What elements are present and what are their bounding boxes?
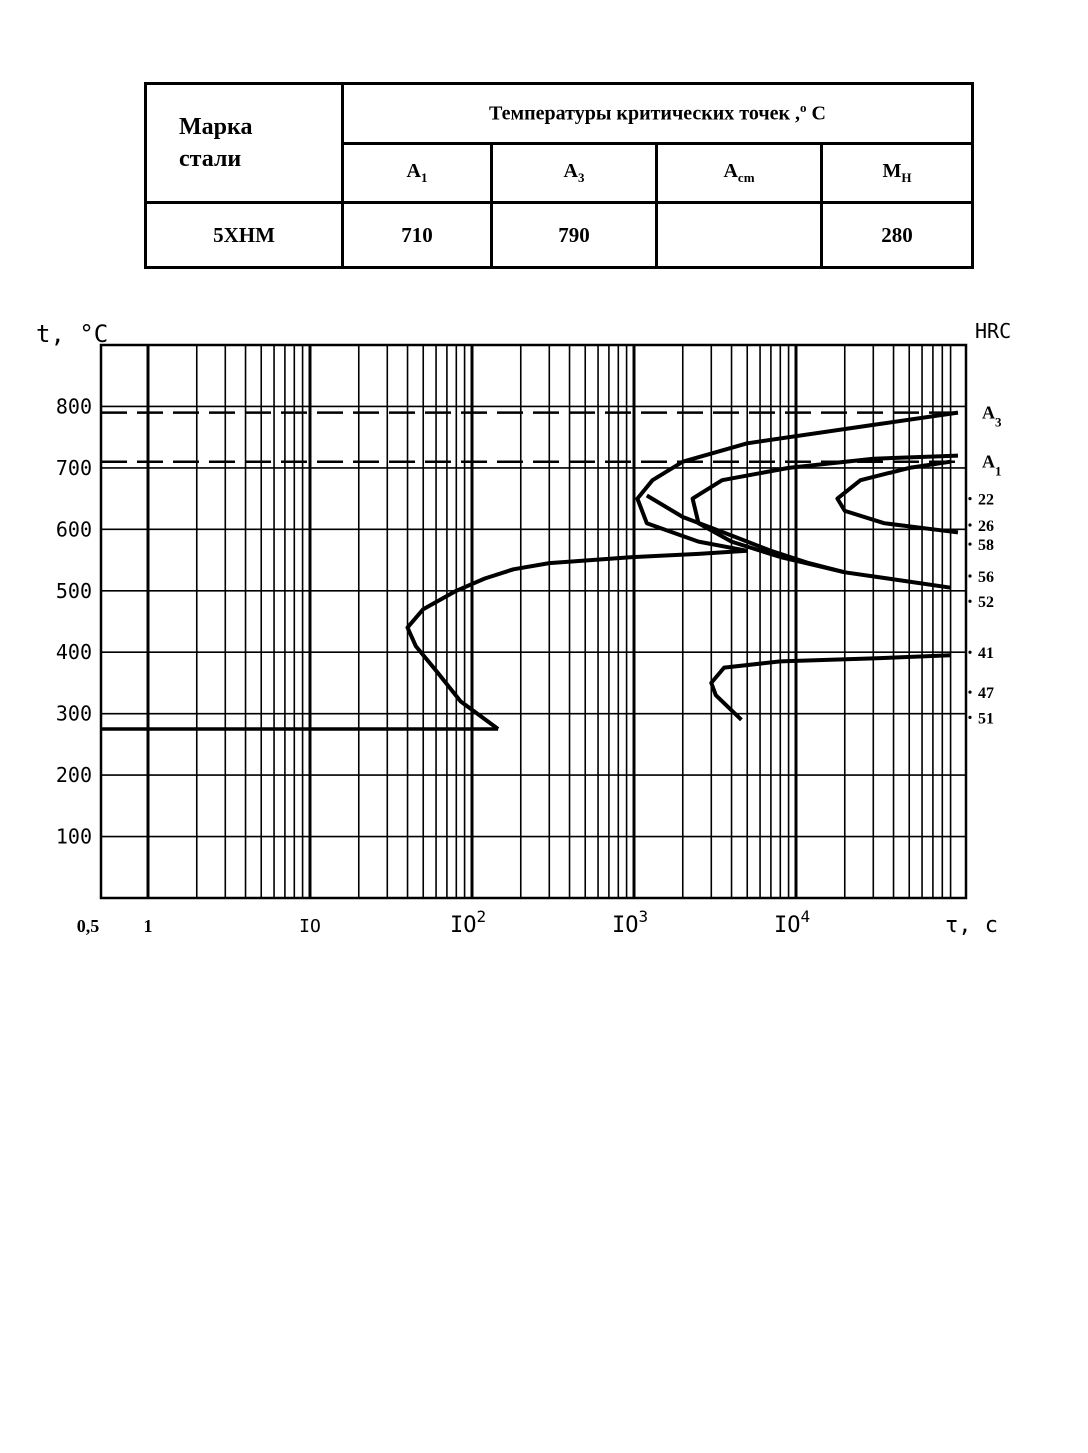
hrc-axis-label: HRC (975, 319, 1012, 343)
y-tick-label: 600 (55, 517, 92, 542)
hrc-label: 26 (978, 518, 994, 536)
hrc-label: 22 (978, 491, 994, 509)
critical-points-table (144, 82, 974, 269)
hrc-tick (968, 497, 971, 500)
y-tick-label: 100 (55, 824, 92, 849)
hrc-label: 52 (978, 594, 994, 612)
hrc-tick (968, 716, 971, 719)
hrc-tick (968, 691, 971, 694)
y-tick-label: 300 (55, 701, 92, 726)
x-axis-label: τ, с (945, 913, 998, 938)
col-a1: $A_1$ (343, 143, 492, 203)
hrc-tick (968, 523, 971, 526)
reference-label: $A_3$ (982, 402, 1002, 430)
y-tick-label: 800 (55, 394, 92, 419)
col-acm: $A_{cm}$ (657, 143, 822, 203)
hrc-tick (968, 600, 971, 603)
col-a3: $A_3$ (492, 143, 657, 203)
col-mh: $M_H$ (822, 143, 973, 203)
transformation-curve (837, 462, 958, 533)
cell-grade: 5ХНМ (146, 203, 343, 268)
hrc-label: 41 (978, 645, 994, 663)
cell-a1: 710 (343, 203, 492, 268)
hrc-tick (968, 542, 971, 545)
grade-header: Марка стали (146, 84, 343, 203)
y-tick-label: 500 (55, 578, 92, 603)
hrc-tick (968, 651, 971, 654)
hrc-label: 47 (978, 685, 994, 703)
x-tick-label: $IO^4$ (774, 907, 811, 938)
x-tick-label: IO (299, 916, 321, 937)
hrc-label: 51 (978, 710, 994, 728)
reference-label: $A_1$ (982, 451, 1002, 479)
cell-acm (657, 203, 822, 268)
plot-frame (101, 345, 966, 898)
x-tick-label: 1 (143, 916, 153, 936)
y-tick-label: 200 (55, 763, 92, 788)
hrc-tick (968, 574, 971, 577)
hrc-label: 56 (978, 569, 994, 587)
transformation-curve (408, 551, 748, 729)
ttt-chart (0, 290, 1088, 970)
x-tick-label: $IO^3$ (612, 907, 649, 938)
y-tick-label: 700 (55, 455, 92, 480)
x-tick-label: 0,5 (76, 916, 100, 936)
hrc-label: 58 (978, 537, 994, 555)
cell-mh: 280 (822, 203, 973, 268)
temps-header: Температуры критических точек ,$^o$ C (343, 84, 973, 144)
y-tick-label: 400 (55, 640, 92, 665)
y-axis-label: t, °C (36, 320, 109, 348)
cell-a3: 790 (492, 203, 657, 268)
x-tick-label: $IO^2$ (450, 907, 487, 938)
